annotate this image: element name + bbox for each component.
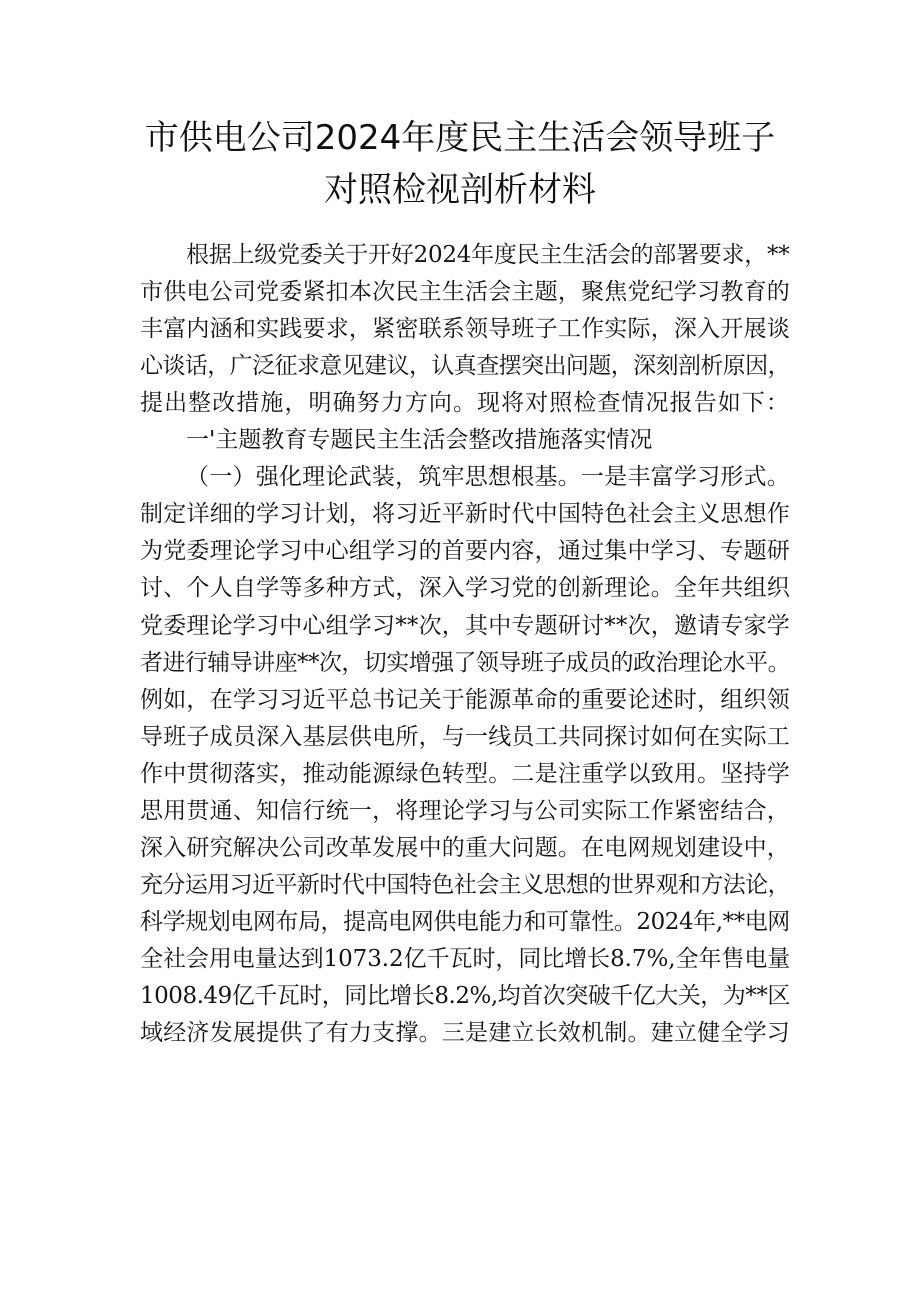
document-title-line-1: 市供电公司2024年度民主生活会领导班子 xyxy=(144,118,776,158)
paragraph-line: 作中贯彻落实，推动能源绿色转型。二是注重学以致用。坚持学 xyxy=(140,760,790,787)
section-heading: 一'主题教育专题民主生活会整改措施落实情况 xyxy=(186,427,653,454)
paragraph-line: 科学规划电网布局，提高电网供电能力和可靠性。2024年,**电网 xyxy=(140,908,790,935)
paragraph-line: 例如，在学习习近平总书记关于能源革命的重要论述时，组织领 xyxy=(140,686,790,713)
paragraph-line: 1008.49亿千瓦时，同比增长8.2%,均首次突破千亿大关，为**区 xyxy=(140,983,790,1009)
paragraph-line: 丰富内涵和实践要求，紧密联系领导班子工作实际，深入开展谈 xyxy=(140,316,790,343)
paragraph-line: 制定详细的学习计划，将习近平新时代中国特色社会主义思想作 xyxy=(140,501,790,528)
paragraph-line: （一）强化理论武装，筑牢思想根基。一是丰富学习形式。 xyxy=(186,464,790,491)
paragraph-line: 为党委理论学习中心组学习的首要内容，通过集中学习、专题研 xyxy=(140,538,790,565)
paragraph-line: 提出整改措施，明确努力方向。现将对照检查情况报告如下： xyxy=(140,390,790,417)
document-title-line-2: 对照检视剖析材料 xyxy=(324,170,596,210)
paragraph-line: 思用贯通、知信行统一，将理论学习与公司实际工作紧密结合， xyxy=(140,797,790,824)
paragraph-line: 根据上级党委关于开好2024年度民主生活会的部署要求，** xyxy=(186,242,790,268)
paragraph-line: 市供电公司党委紧扣本次民主生活会主题，聚焦党纪学习教育的 xyxy=(140,279,790,306)
paragraph-line: 全社会用电量达到1073.2亿千瓦时，同比增长8.7%,全年售电量 xyxy=(140,945,790,972)
paragraph-line: 导班子成员深入基层供电所，与一线员工共同探讨如何在实际工 xyxy=(140,723,790,750)
paragraph-line: 者进行辅导讲座**次，切实增强了领导班子成员的政治理论水平。 xyxy=(140,649,790,676)
paragraph-line: 域经济发展提供了有力支撑。三是建立长效机制。建立健全学习 xyxy=(140,1020,790,1047)
paragraph-line: 充分运用习近平新时代中国特色社会主义思想的世界观和方法论， xyxy=(140,871,790,898)
paragraph-line: 深入研究解决公司改革发展中的重大问题。在电网规划建设中， xyxy=(140,834,790,861)
paragraph-line: 心谈话，广泛征求意见建议，认真查摆突出问题，深刻剖析原因， xyxy=(140,353,790,380)
paragraph-line: 党委理论学习中心组学习**次，其中专题研讨**次，邀请专家学 xyxy=(140,612,790,639)
paragraph-line: 讨、个人自学等多种方式，深入学习党的创新理论。全年共组织 xyxy=(140,575,790,602)
